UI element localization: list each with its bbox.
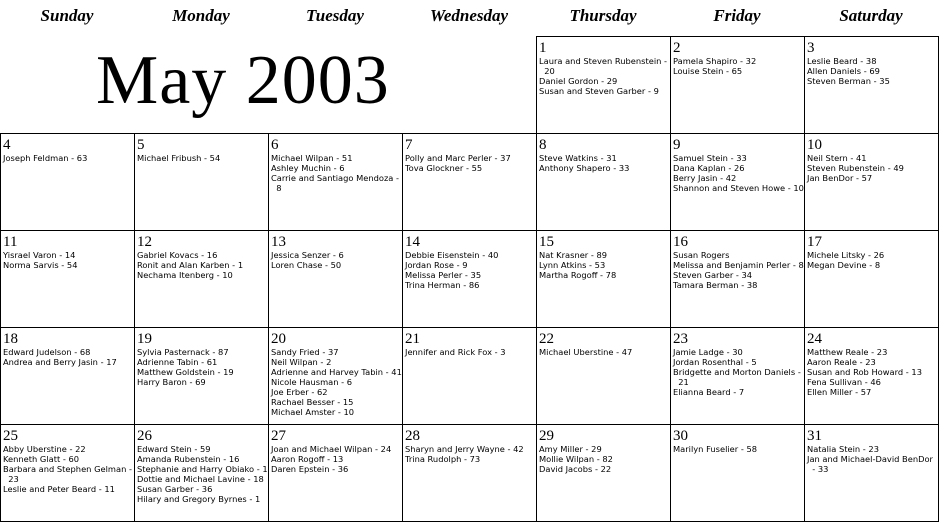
day-cell-23[interactable]	[670, 327, 805, 425]
day-entries-list	[3, 153, 134, 163]
list-item: Matthew Reale - 23	[807, 347, 888, 357]
list-item: Nat Krasner - 89	[539, 250, 608, 260]
list-item: Steve Watkins - 31	[539, 153, 617, 163]
day-number: 12	[137, 234, 152, 250]
weekday-friday: Friday	[713, 6, 761, 25]
day-entries-list	[807, 153, 938, 183]
day-entries-list	[271, 444, 402, 474]
day-number: 5	[137, 137, 145, 153]
day-number: 8	[539, 137, 547, 153]
list-item: Polly and Marc Perler - 37	[405, 153, 511, 163]
weekday-saturday: Saturday	[839, 6, 903, 25]
day-entries-list	[539, 153, 670, 173]
day-entries-list	[539, 250, 670, 280]
list-item: Susan and Rob Howard - 13	[807, 367, 922, 377]
day-cell-6[interactable]	[268, 133, 403, 231]
list-item: Dana Kaplan - 26	[673, 163, 745, 173]
list-item: Adrienne Tabin - 61	[137, 357, 218, 367]
list-item: Debbie Eisenstein - 40	[405, 250, 499, 260]
day-entries-list	[3, 250, 134, 270]
day-cell-22[interactable]	[536, 327, 671, 425]
list-item: Abby Uberstine - 22	[3, 444, 86, 454]
list-item: Joseph Feldman - 63	[3, 153, 88, 163]
day-entries-list	[673, 153, 804, 193]
list-item: Trina Herman - 86	[405, 280, 480, 290]
day-number: 3	[807, 40, 815, 56]
day-entries-list	[3, 347, 134, 367]
day-cell-21[interactable]	[402, 327, 537, 425]
list-item: 21	[673, 377, 689, 387]
list-item: Leslie and Peter Beard - 11	[3, 484, 115, 494]
weekday-thursday: Thursday	[569, 6, 637, 25]
list-item: Stephanie and Harry Obiako - 1	[137, 464, 268, 474]
list-item: Shannon and Steven Howe - 10	[673, 183, 804, 193]
list-item: Jordan Rosenthal - 5	[673, 357, 757, 367]
day-number: 10	[807, 137, 822, 153]
day-number: 2	[673, 40, 681, 56]
day-number: 15	[539, 234, 554, 250]
day-cell-15[interactable]	[536, 230, 671, 328]
list-item: 8	[271, 183, 282, 193]
day-number: 20	[271, 331, 286, 347]
list-item: Aaron Rogoff - 13	[271, 454, 344, 464]
day-number: 16	[673, 234, 688, 250]
list-item: Pamela Shapiro - 32	[673, 56, 757, 66]
list-item: Megan Devine - 8	[807, 260, 881, 270]
list-item: Jamie Ladge - 30	[673, 347, 743, 357]
list-item: Sharyn and Jerry Wayne - 42	[405, 444, 524, 454]
day-number: 23	[673, 331, 688, 347]
list-item: Nechama Itenberg - 10	[137, 270, 233, 280]
day-number: 9	[673, 137, 681, 153]
list-item: Michael Fribush - 54	[137, 153, 221, 163]
day-entries-list	[673, 444, 804, 454]
list-item: Michael Wilpan - 51	[271, 153, 353, 163]
list-item: Martha Rogoff - 78	[539, 270, 617, 280]
day-entries-list	[137, 153, 268, 163]
list-item: Rachael Besser - 15	[271, 397, 354, 407]
day-number: 14	[405, 234, 420, 250]
list-item: Bridgette and Morton Daniels -	[673, 367, 801, 377]
list-item: Anthony Shapero - 33	[539, 163, 630, 173]
list-item: Carrie and Santiago Mendoza -	[271, 173, 400, 183]
day-number: 31	[807, 428, 822, 444]
list-item: Amy Miller - 29	[539, 444, 602, 454]
list-item: Ashley Muchin - 6	[271, 163, 345, 173]
day-cell-27[interactable]	[268, 424, 403, 522]
day-number: 24	[807, 331, 822, 347]
list-item: Michele Litsky - 26	[807, 250, 885, 260]
list-item: Susan Garber - 36	[137, 484, 213, 494]
list-item: Jennifer and Rick Fox - 3	[405, 347, 506, 357]
day-entries-list	[673, 347, 804, 397]
list-item: Trina Rudolph - 73	[405, 454, 481, 464]
list-item: Matthew Goldstein - 19	[137, 367, 234, 377]
list-item: David Jacobs - 22	[539, 464, 612, 474]
list-item: Steven Garber - 34	[673, 270, 753, 280]
list-item: Daren Epstein - 36	[271, 464, 349, 474]
list-item: Amanda Rubenstein - 16	[137, 454, 240, 464]
list-item: Fena Sullivan - 46	[807, 377, 881, 387]
day-cell-24[interactable]	[804, 327, 939, 425]
day-cell-17[interactable]	[804, 230, 939, 328]
day-entries-list	[271, 250, 402, 270]
day-number: 4	[3, 137, 11, 153]
list-item: Melissa and Benjamin Perler - 8	[673, 260, 804, 270]
list-item: Edward Judelson - 68	[3, 347, 91, 357]
day-number: 29	[539, 428, 554, 444]
day-cell-12[interactable]	[134, 230, 269, 328]
list-item: 23	[3, 474, 19, 484]
day-number: 21	[405, 331, 420, 347]
day-number: 27	[271, 428, 286, 444]
day-number: 1	[539, 40, 547, 56]
list-item: 20	[539, 66, 555, 76]
list-item: Michael Uberstine - 47	[539, 347, 633, 357]
list-item: Sandy Fried - 37	[271, 347, 339, 357]
list-item: Ellen Miller - 57	[807, 387, 872, 397]
day-entries-list	[271, 347, 402, 417]
day-cell-9[interactable]	[670, 133, 805, 231]
day-number: 30	[673, 428, 688, 444]
day-number: 13	[271, 234, 286, 250]
weekday-wednesday: Wednesday	[429, 6, 509, 25]
day-cell-25[interactable]	[0, 424, 135, 522]
day-cell-18[interactable]	[0, 327, 135, 425]
day-cell-30[interactable]	[670, 424, 805, 522]
day-cell-11[interactable]	[0, 230, 135, 328]
list-item: Edward Stein - 59	[137, 444, 211, 454]
day-entries-list	[807, 444, 938, 474]
list-item: Adrienne and Harvey Tabin - 41	[271, 367, 402, 377]
day-entries-list	[405, 153, 536, 173]
list-item: Kenneth Glatt - 60	[3, 454, 80, 464]
day-cell-4[interactable]	[0, 133, 135, 231]
day-entries-list	[405, 250, 536, 290]
list-item: Allen Daniels - 69	[807, 66, 880, 76]
list-item: Norma Sarvis - 54	[3, 260, 78, 270]
day-number: 11	[3, 234, 18, 250]
day-number: 22	[539, 331, 554, 347]
list-item: Gabriel Kovacs - 16	[137, 250, 218, 260]
list-item: Harry Baron - 69	[137, 377, 206, 387]
day-cell-13[interactable]	[268, 230, 403, 328]
list-item: Nicole Hausman - 6	[271, 377, 353, 387]
list-item: Susan and Steven Garber - 9	[539, 86, 659, 96]
day-cell-7[interactable]	[402, 133, 537, 231]
day-number: 19	[137, 331, 152, 347]
day-cell-26[interactable]	[134, 424, 269, 522]
day-entries-list	[807, 250, 938, 270]
list-item: Laura and Steven Rubenstein -	[539, 56, 668, 66]
list-item: Hilary and Gregory Byrnes - 1	[137, 494, 261, 504]
list-item: Tamara Berman - 38	[673, 280, 758, 290]
list-item: Sylvia Pasternack - 87	[137, 347, 229, 357]
day-entries-list	[539, 56, 670, 96]
list-item: Natalia Stein - 23	[807, 444, 879, 454]
day-number: 17	[807, 234, 822, 250]
day-number: 26	[137, 428, 152, 444]
day-number: 25	[3, 428, 18, 444]
day-entries-list	[3, 444, 134, 494]
list-item: Jan BenDor - 57	[807, 173, 873, 183]
list-item: - 33	[807, 464, 829, 474]
list-item: Loren Chase - 50	[271, 260, 342, 270]
list-item: Mollie Wilpan - 82	[539, 454, 613, 464]
day-cell-19[interactable]	[134, 327, 269, 425]
day-entries-list	[673, 56, 804, 76]
day-cell-10[interactable]	[804, 133, 939, 231]
day-entries-list	[405, 444, 536, 464]
day-cell-16[interactable]	[670, 230, 805, 328]
day-entries-list	[673, 250, 804, 290]
day-entries-list	[137, 250, 268, 280]
day-entries-list	[271, 153, 402, 193]
weekday-tuesday: Tuesday	[306, 6, 364, 25]
day-entries-list	[539, 347, 670, 357]
day-entries-list	[539, 444, 670, 474]
list-item: Louise Stein - 65	[673, 66, 743, 76]
day-entries-list	[807, 56, 938, 86]
list-item: Joe Erber - 62	[271, 387, 328, 397]
month-title: May 2003	[96, 42, 390, 119]
list-item: Aaron Reale - 23	[807, 357, 876, 367]
day-cell-2[interactable]	[670, 36, 805, 134]
list-item: Tova Glockner - 55	[405, 163, 483, 173]
list-item: Jessica Senzer - 6	[271, 250, 344, 260]
day-cell-1[interactable]	[536, 36, 671, 134]
day-entries-list	[137, 347, 268, 387]
day-entries-list	[807, 347, 938, 397]
day-number: 6	[271, 137, 279, 153]
day-cell-5[interactable]	[134, 133, 269, 231]
day-entries-list	[405, 347, 536, 357]
day-cell-14[interactable]	[402, 230, 537, 328]
list-item: Steven Berman - 35	[807, 76, 890, 86]
day-cell-3[interactable]	[804, 36, 939, 134]
list-item: Andrea and Berry Jasin - 17	[3, 357, 117, 367]
list-item: Samuel Stein - 33	[673, 153, 747, 163]
list-item: Melissa Perler - 35	[405, 270, 482, 280]
list-item: Jordan Rose - 9	[405, 260, 468, 270]
list-item: Joan and Michael Wilpan - 24	[271, 444, 392, 454]
list-item: Ronit and Alan Karben - 1	[137, 260, 244, 270]
list-item: Marilyn Fuselier - 58	[673, 444, 758, 454]
day-number: 28	[405, 428, 420, 444]
list-item: Steven Rubenstein - 49	[807, 163, 904, 173]
list-item: Elianna Beard - 7	[673, 387, 745, 397]
list-item: Leslie Beard - 38	[807, 56, 877, 66]
weekday-monday: Monday	[172, 6, 230, 25]
list-item: Yisrael Varon - 14	[3, 250, 76, 260]
list-item: Michael Amster - 10	[271, 407, 355, 417]
list-item: Berry Jasin - 42	[673, 173, 737, 183]
day-cell-8[interactable]	[536, 133, 671, 231]
day-cell-28[interactable]	[402, 424, 537, 522]
day-cell-20[interactable]	[268, 327, 403, 425]
list-item: Lynn Atkins - 53	[539, 260, 606, 270]
list-item: Daniel Gordon - 29	[539, 76, 618, 86]
list-item: Dottie and Michael Lavine - 18	[137, 474, 264, 484]
day-entries-list	[137, 444, 268, 504]
list-item: Jan and Michael-David BenDor	[807, 454, 933, 464]
day-cell-31[interactable]	[804, 424, 939, 522]
day-cell-29[interactable]	[536, 424, 671, 522]
list-item: Barbara and Stephen Gelman -	[3, 464, 132, 474]
day-number: 18	[3, 331, 18, 347]
day-number: 7	[405, 137, 413, 153]
list-item: Neil Stern - 41	[807, 153, 867, 163]
list-item: Neil Wilpan - 2	[271, 357, 332, 367]
weekday-sunday: Sunday	[40, 6, 94, 25]
list-item: Susan Rogers	[673, 250, 730, 260]
